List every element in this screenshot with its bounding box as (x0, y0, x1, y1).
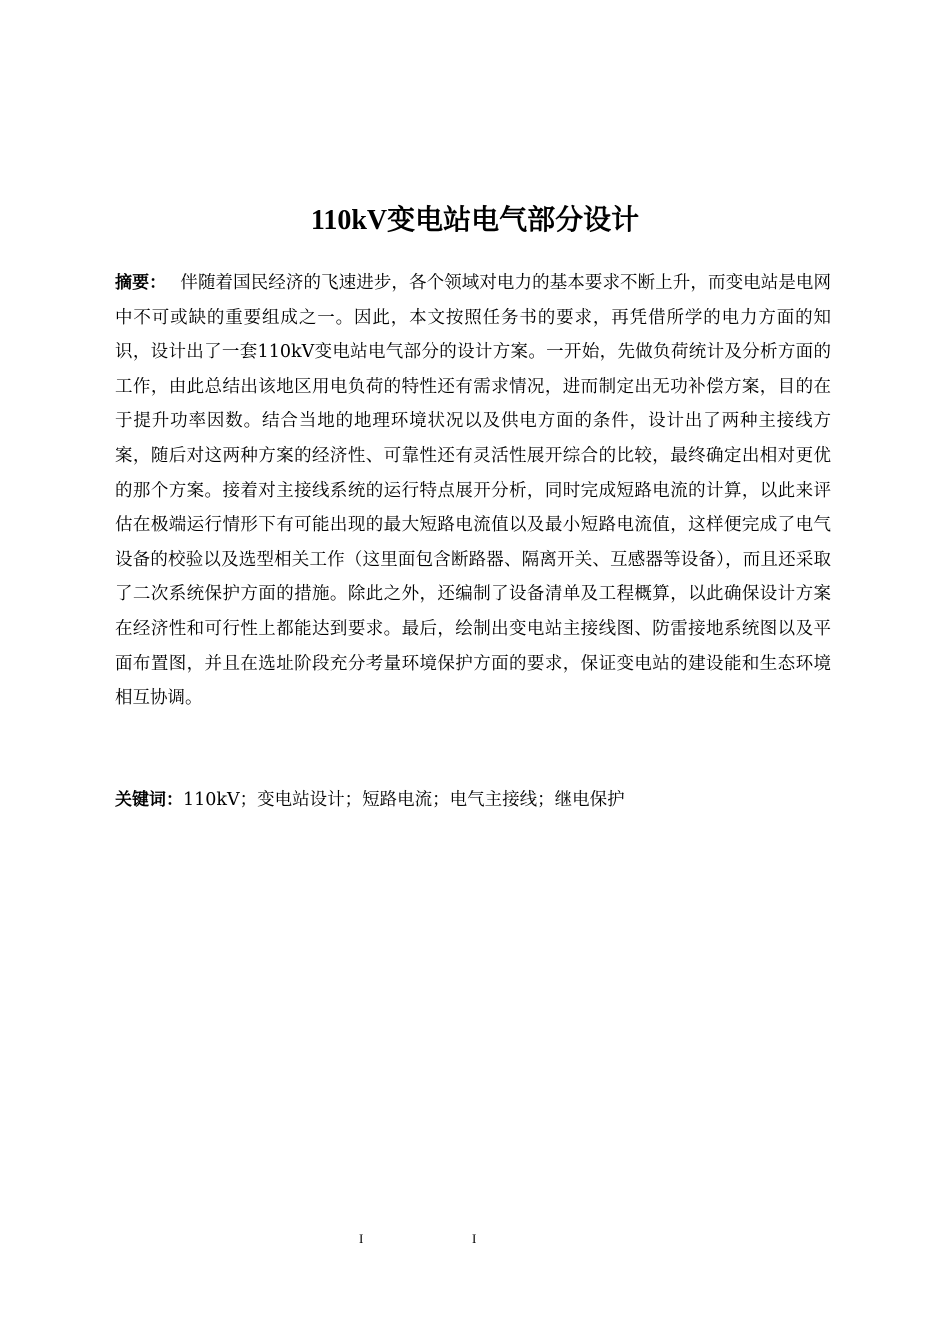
keywords-paragraph (115, 783, 831, 817)
abstract-label: 摘要： (115, 273, 167, 293)
abstract-text: 伴随着国民经济的飞速进步，各个领域对电力的基本要求不断上升，而变电站是电网中不可或缺的重要组成之一。因此，本文按照任务书的要求，再凭借所学的电力方面的知识，设计出了一套110kV变电站电气部分的设计方案。一开始，先做负荷统计及分析方面的工作，由此总结出该地区用电负荷的特性还有需求情况，进而制定出无功补偿方案，目的在于提升功率因数。结合当地的地理环境状况以及供电方面的条件，设计出了两种主接线方案，随后对这两种方案的经济性、可靠性还有灵活性展开综合的比较，最终确定出相对更优的那个方案。接着对主接线系统的运行特点展开分析，同时完成短路电流的计算，以此来评估在极端运行情形下有可能出现的最大短路电流值以及最小短路电流值，这样便完成了电气设备的校验以及选型相关工作（这里面包含断路器、隔离开关、互感器等设备），而且还采取了二次系统保护方面的措施。除此之外，还编制了设备清单及工程概算，以此确保设计方案在经济性和可行性上都能达到要求。最后，绘制出变电站主接线图、防雷接地系统图以及平面布置图，并且在选址阶段充分考量环境保护方面的要求，保证变电站的建设能和生态环境相互协调。 (115, 273, 832, 709)
keywords-text: 110kV；变电站设计；短路电流；电气主接线；继电保护 (183, 790, 625, 810)
page-number-left: I (359, 1231, 364, 1246)
page-number-right: I (472, 1231, 477, 1246)
keywords-label: 关键词： (115, 790, 183, 810)
document-title: 110kV变电站电气部分设计 (310, 205, 640, 236)
abstract-paragraph (115, 266, 831, 716)
